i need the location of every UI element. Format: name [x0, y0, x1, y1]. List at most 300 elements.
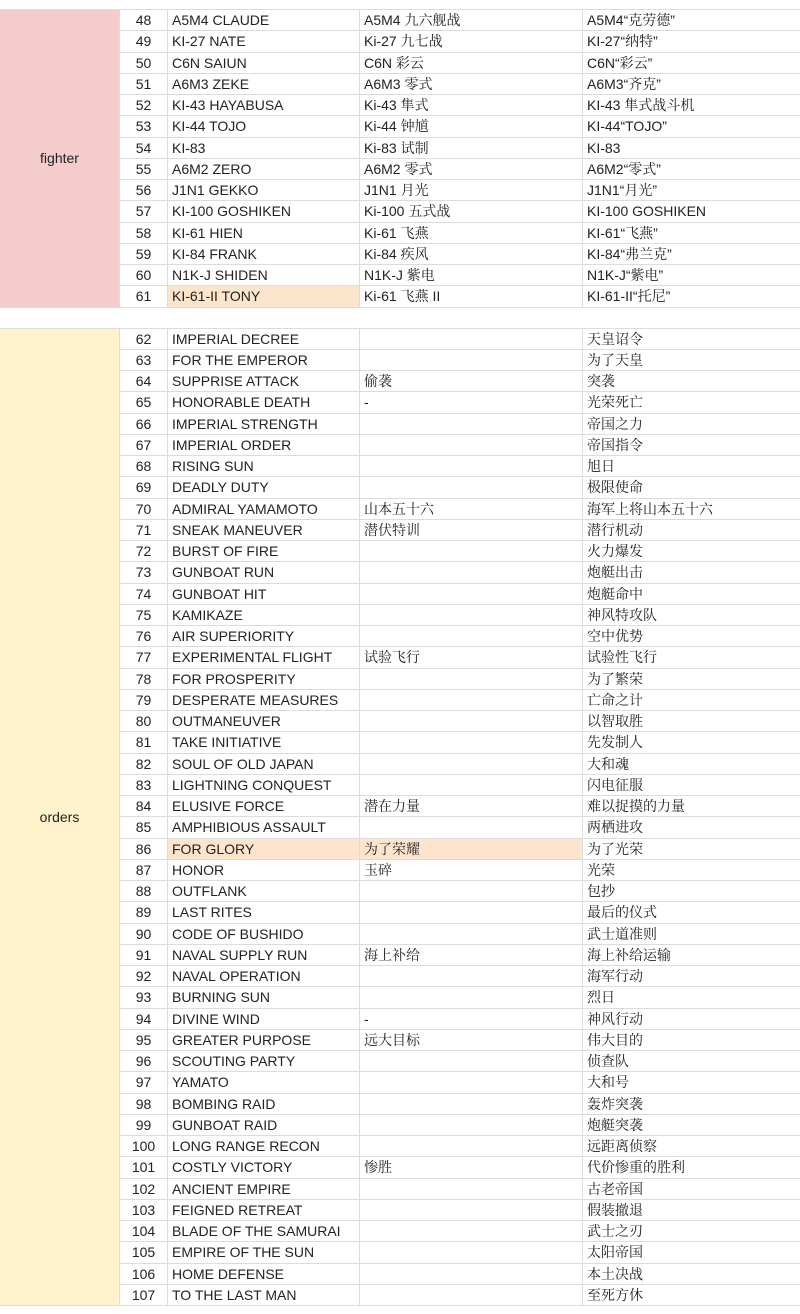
table-row	[0, 350, 800, 371]
row-number-cell[interactable]: 105	[120, 1242, 168, 1263]
chinese-name-cell[interactable]	[360, 732, 583, 753]
english-name-cell[interactable]: HONORABLE DEATH	[168, 392, 360, 413]
translation-cell[interactable]: 难以捉摸的力量	[583, 796, 800, 817]
group-cell-orders[interactable]	[0, 329, 120, 1307]
table-row	[0, 520, 800, 541]
row-number-cell[interactable]: 67	[120, 435, 168, 456]
chinese-name-cell[interactable]: -	[360, 392, 583, 413]
translation-cell[interactable]: 两栖进攻	[583, 817, 800, 838]
row-number-cell[interactable]: 72	[120, 541, 168, 562]
table-row	[0, 924, 800, 945]
translation-cell[interactable]: KI-27“纳特”	[583, 31, 800, 52]
english-name-cell[interactable]: KAMIKAZE	[168, 605, 360, 626]
row-number-cell[interactable]: 70	[120, 499, 168, 520]
chinese-name-cell[interactable]	[360, 541, 583, 562]
english-name-cell[interactable]: ADMIRAL YAMAMOTO	[168, 499, 360, 520]
chinese-name-cell[interactable]	[360, 1200, 583, 1221]
translation-cell[interactable]: 极限使命	[583, 477, 800, 498]
translation-cell[interactable]: 侦查队	[583, 1051, 800, 1072]
english-name-cell[interactable]: N1K-J SHIDEN	[168, 265, 360, 286]
chinese-name-cell[interactable]	[360, 669, 583, 690]
english-name-cell[interactable]: ANCIENT EMPIRE	[168, 1179, 360, 1200]
table-row	[0, 244, 800, 265]
english-name-cell[interactable]: FOR GLORY	[168, 839, 360, 860]
row-number-cell[interactable]: 60	[120, 265, 168, 286]
row-number-cell[interactable]: 61	[120, 286, 168, 307]
english-name-cell[interactable]: RISING SUN	[168, 456, 360, 477]
row-number-cell[interactable]: 75	[120, 605, 168, 626]
chinese-name-cell[interactable]: 山本五十六	[360, 499, 583, 520]
translation-cell[interactable]: 古老帝国	[583, 1179, 800, 1200]
table-row	[0, 201, 800, 222]
row-number-cell[interactable]: 52	[120, 95, 168, 116]
chinese-name-cell[interactable]: Ki-44 钟馗	[360, 116, 583, 137]
row-number-cell[interactable]: 68	[120, 456, 168, 477]
english-name-cell[interactable]: KI-27 NATE	[168, 31, 360, 52]
english-name-cell[interactable]: NAVAL OPERATION	[168, 966, 360, 987]
translation-cell[interactable]: 光荣死亡	[583, 392, 800, 413]
english-name-cell[interactable]: C6N SAIUN	[168, 53, 360, 74]
chinese-name-cell[interactable]	[360, 1179, 583, 1200]
table-row	[0, 435, 800, 456]
translation-cell[interactable]: 炮艇命中	[583, 584, 800, 605]
table-row	[0, 817, 800, 838]
translation-cell[interactable]: 大和号	[583, 1072, 800, 1093]
table-row	[0, 541, 800, 562]
english-name-cell[interactable]: KI-43 HAYABUSA	[168, 95, 360, 116]
chinese-name-cell[interactable]: Ki-43 隼式	[360, 95, 583, 116]
translation-cell[interactable]: KI-61-II“托尼”	[583, 286, 800, 307]
english-name-cell[interactable]: OUTFLANK	[168, 881, 360, 902]
table-row	[0, 605, 800, 626]
chinese-name-cell[interactable]	[360, 754, 583, 775]
table-row	[0, 265, 800, 286]
row-number-cell[interactable]: 57	[120, 201, 168, 222]
translation-cell[interactable]: 包抄	[583, 881, 800, 902]
row-number-cell[interactable]: 51	[120, 74, 168, 95]
row-number-cell[interactable]: 73	[120, 562, 168, 583]
table-row	[0, 987, 800, 1008]
english-name-cell[interactable]: BURST OF FIRE	[168, 541, 360, 562]
english-name-cell[interactable]: KI-44 TOJO	[168, 116, 360, 137]
english-name-cell[interactable]: GUNBOAT HIT	[168, 584, 360, 605]
table-row	[0, 223, 800, 244]
row-number-cell[interactable]: 85	[120, 817, 168, 838]
translation-cell[interactable]: KI-83	[583, 138, 800, 159]
chinese-name-cell[interactable]	[360, 1264, 583, 1285]
translation-cell[interactable]: 大和魂	[583, 754, 800, 775]
english-name-cell[interactable]: COSTLY VICTORY	[168, 1157, 360, 1178]
chinese-name-cell[interactable]: A6M3 零式	[360, 74, 583, 95]
row-number-cell[interactable]: 91	[120, 945, 168, 966]
translation-cell[interactable]: 武士之刃	[583, 1221, 800, 1242]
english-name-cell[interactable]: NAVAL SUPPLY RUN	[168, 945, 360, 966]
english-name-cell[interactable]: DESPERATE MEASURES	[168, 690, 360, 711]
translation-cell[interactable]: 为了繁荣	[583, 669, 800, 690]
table-row	[0, 116, 800, 137]
english-name-cell[interactable]: AIR SUPERIORITY	[168, 626, 360, 647]
row-number-cell[interactable]: 97	[120, 1072, 168, 1093]
chinese-name-cell[interactable]	[360, 1115, 583, 1136]
english-name-cell[interactable]: ELUSIVE FORCE	[168, 796, 360, 817]
translation-cell[interactable]: 至死方休	[583, 1285, 800, 1306]
row-number-cell[interactable]: 107	[120, 1285, 168, 1306]
translation-cell[interactable]: 以智取胜	[583, 711, 800, 732]
group-cell-fighter[interactable]	[0, 10, 120, 308]
row-number-cell[interactable]: 96	[120, 1051, 168, 1072]
chinese-name-cell[interactable]	[360, 902, 583, 923]
translation-cell[interactable]: 海军上将山本五十六	[583, 499, 800, 520]
chinese-name-cell[interactable]	[360, 690, 583, 711]
row-number-cell[interactable]: 59	[120, 244, 168, 265]
english-name-cell[interactable]: FOR THE EMPEROR	[168, 350, 360, 371]
english-name-cell[interactable]: IMPERIAL STRENGTH	[168, 414, 360, 435]
translation-cell[interactable]: 帝国之力	[583, 414, 800, 435]
chinese-name-cell[interactable]	[360, 562, 583, 583]
table-row	[0, 881, 800, 902]
chinese-name-cell[interactable]	[360, 775, 583, 796]
table-row	[0, 1051, 800, 1072]
table-row	[0, 1179, 800, 1200]
empty-row[interactable]	[0, 308, 800, 329]
english-name-cell[interactable]: GREATER PURPOSE	[168, 1030, 360, 1051]
english-name-cell[interactable]: KI-61-II TONY	[168, 286, 360, 307]
row-number-cell[interactable]: 56	[120, 180, 168, 201]
english-name-cell[interactable]: LONG RANGE RECON	[168, 1136, 360, 1157]
chinese-name-cell[interactable]	[360, 350, 583, 371]
english-name-cell[interactable]: IMPERIAL DECREE	[168, 329, 360, 350]
english-name-cell[interactable]: A6M2 ZERO	[168, 159, 360, 180]
translation-cell[interactable]: 旭日	[583, 456, 800, 477]
chinese-name-cell[interactable]: 远大目标	[360, 1030, 583, 1051]
chinese-name-cell[interactable]: Ki-100 五式战	[360, 201, 583, 222]
row-number-cell[interactable]: 79	[120, 690, 168, 711]
translation-cell[interactable]: A6M2“零式”	[583, 159, 800, 180]
translation-cell[interactable]: 代价惨重的胜利	[583, 1157, 800, 1178]
row-number-cell[interactable]: 86	[120, 839, 168, 860]
english-name-cell[interactable]: LAST RITES	[168, 902, 360, 923]
table-row	[0, 732, 800, 753]
translation-cell[interactable]: 突袭	[583, 371, 800, 392]
english-name-cell[interactable]: A5M4 CLAUDE	[168, 10, 360, 31]
english-name-cell[interactable]: DEADLY DUTY	[168, 477, 360, 498]
translation-cell[interactable]: KI-84“弗兰克”	[583, 244, 800, 265]
table-row	[0, 1285, 800, 1306]
table-row	[0, 945, 800, 966]
table-row	[0, 1072, 800, 1093]
chinese-name-cell[interactable]	[360, 626, 583, 647]
row-number-cell[interactable]: 66	[120, 414, 168, 435]
row-number-cell[interactable]: 81	[120, 732, 168, 753]
english-name-cell[interactable]: J1N1 GEKKO	[168, 180, 360, 201]
row-number-cell[interactable]: 49	[120, 31, 168, 52]
translation-cell[interactable]: 本土决战	[583, 1264, 800, 1285]
translation-cell[interactable]: 炮艇突袭	[583, 1115, 800, 1136]
english-name-cell[interactable]: EMPIRE OF THE SUN	[168, 1242, 360, 1263]
row-number-cell[interactable]: 76	[120, 626, 168, 647]
english-name-cell[interactable]: SNEAK MANEUVER	[168, 520, 360, 541]
chinese-name-cell[interactable]: 偷袭	[360, 371, 583, 392]
translation-cell[interactable]: 亡命之计	[583, 690, 800, 711]
row-number-cell[interactable]: 99	[120, 1115, 168, 1136]
table-row	[0, 31, 800, 52]
chinese-name-cell[interactable]	[360, 477, 583, 498]
row-number-cell[interactable]: 64	[120, 371, 168, 392]
translation-cell[interactable]: 光荣	[583, 860, 800, 881]
english-name-cell[interactable]: GUNBOAT RAID	[168, 1115, 360, 1136]
translation-cell[interactable]: A6M3“齐克”	[583, 74, 800, 95]
table-row	[0, 477, 800, 498]
row-number-cell[interactable]: 101	[120, 1157, 168, 1178]
chinese-name-cell[interactable]: A6M2 零式	[360, 159, 583, 180]
chinese-name-cell[interactable]	[360, 456, 583, 477]
table-row	[0, 1242, 800, 1263]
chinese-name-cell[interactable]	[360, 435, 583, 456]
translation-cell[interactable]: 闪电征服	[583, 775, 800, 796]
table-row	[0, 839, 800, 860]
table-row	[0, 456, 800, 477]
chinese-name-cell[interactable]	[360, 987, 583, 1008]
translation-cell[interactable]: 神风特攻队	[583, 605, 800, 626]
partial-row	[0, 0, 800, 10]
row-number-cell[interactable]: 84	[120, 796, 168, 817]
chinese-name-cell[interactable]	[360, 1094, 583, 1115]
english-name-cell[interactable]: HOME DEFENSE	[168, 1264, 360, 1285]
row-number-cell[interactable]: 62	[120, 329, 168, 350]
translation-cell[interactable]: 海上补给运输	[583, 945, 800, 966]
row-number-cell[interactable]: 106	[120, 1264, 168, 1285]
translation-cell[interactable]: 假装撤退	[583, 1200, 800, 1221]
translation-cell[interactable]: 火力爆发	[583, 541, 800, 562]
english-name-cell[interactable]: TAKE INITIATIVE	[168, 732, 360, 753]
group-label: fighter	[40, 150, 79, 167]
chinese-name-cell[interactable]: 玉碎	[360, 860, 583, 881]
chinese-name-cell[interactable]: 为了荣耀	[360, 839, 583, 860]
chinese-name-cell[interactable]: J1N1 月光	[360, 180, 583, 201]
table-row	[0, 775, 800, 796]
row-number-cell[interactable]: 74	[120, 584, 168, 605]
chinese-name-cell[interactable]: 试验飞行	[360, 647, 583, 668]
chinese-name-cell[interactable]: Ki-84 疾风	[360, 244, 583, 265]
english-name-cell[interactable]: KI-83	[168, 138, 360, 159]
row-number-cell[interactable]: 103	[120, 1200, 168, 1221]
chinese-name-cell[interactable]	[360, 1242, 583, 1263]
chinese-name-cell[interactable]	[360, 1285, 583, 1306]
row-number-cell[interactable]: 98	[120, 1094, 168, 1115]
row-number-cell[interactable]: 78	[120, 669, 168, 690]
translation-cell[interactable]: 空中优势	[583, 626, 800, 647]
chinese-name-cell[interactable]: 惨胜	[360, 1157, 583, 1178]
chinese-name-cell[interactable]	[360, 1136, 583, 1157]
english-name-cell[interactable]: BOMBING RAID	[168, 1094, 360, 1115]
row-number-cell[interactable]: 88	[120, 881, 168, 902]
chinese-name-cell[interactable]	[360, 605, 583, 626]
translation-cell[interactable]: 先发制人	[583, 732, 800, 753]
chinese-name-cell[interactable]: Ki-61 飞燕	[360, 223, 583, 244]
table-row	[0, 74, 800, 95]
english-name-cell[interactable]: AMPHIBIOUS ASSAULT	[168, 817, 360, 838]
row-number-cell[interactable]: 92	[120, 966, 168, 987]
chinese-name-cell[interactable]	[360, 817, 583, 838]
table-row	[0, 10, 800, 31]
translation-cell[interactable]: KI-44“TOJO”	[583, 116, 800, 137]
row-number-cell[interactable]: 65	[120, 392, 168, 413]
english-name-cell[interactable]: FEIGNED RETREAT	[168, 1200, 360, 1221]
row-number-cell[interactable]: 89	[120, 902, 168, 923]
table-row	[0, 647, 800, 668]
translation-cell[interactable]: KI-100 GOSHIKEN	[583, 201, 800, 222]
table-row	[0, 1009, 800, 1030]
english-name-cell[interactable]: SUPPRISE ATTACK	[168, 371, 360, 392]
english-name-cell[interactable]: YAMATO	[168, 1072, 360, 1093]
english-name-cell[interactable]: BURNING SUN	[168, 987, 360, 1008]
chinese-name-cell[interactable]: C6N 彩云	[360, 53, 583, 74]
english-name-cell[interactable]: OUTMANEUVER	[168, 711, 360, 732]
row-number-cell[interactable]: 102	[120, 1179, 168, 1200]
chinese-name-cell[interactable]	[360, 1072, 583, 1093]
translation-cell[interactable]: 烈日	[583, 987, 800, 1008]
chinese-name-cell[interactable]	[360, 1051, 583, 1072]
table-row	[0, 392, 800, 413]
translation-cell[interactable]: 试验性飞行	[583, 647, 800, 668]
translation-cell[interactable]: 潜行机动	[583, 520, 800, 541]
translation-cell[interactable]: J1N1“月光”	[583, 180, 800, 201]
table-row	[0, 371, 800, 392]
english-name-cell[interactable]: KI-100 GOSHIKEN	[168, 201, 360, 222]
english-name-cell[interactable]: LIGHTNING CONQUEST	[168, 775, 360, 796]
table-row	[0, 329, 800, 350]
translation-cell[interactable]: 炮艇出击	[583, 562, 800, 583]
row-number-cell[interactable]: 80	[120, 711, 168, 732]
chinese-name-cell[interactable]	[360, 584, 583, 605]
table-row	[0, 53, 800, 74]
row-number-cell[interactable]: 104	[120, 1221, 168, 1242]
row-number-cell[interactable]: 94	[120, 1009, 168, 1030]
table-row	[0, 180, 800, 201]
row-number-cell[interactable]: 100	[120, 1136, 168, 1157]
chinese-name-cell[interactable]: Ki-61 飞燕 II	[360, 286, 583, 307]
english-name-cell[interactable]: BLADE OF THE SAMURAI	[168, 1221, 360, 1242]
translation-cell[interactable]: 为了天皇	[583, 350, 800, 371]
row-number-cell[interactable]: 63	[120, 350, 168, 371]
table-row	[0, 138, 800, 159]
table-row	[0, 669, 800, 690]
translation-cell[interactable]: 神风行动	[583, 1009, 800, 1030]
row-number-cell[interactable]: 53	[120, 116, 168, 137]
table-row	[0, 159, 800, 180]
translation-cell[interactable]: N1K-J“紫电”	[583, 265, 800, 286]
translation-cell[interactable]: 帝国指令	[583, 435, 800, 456]
row-number-cell[interactable]: 48	[120, 10, 168, 31]
row-number-cell[interactable]: 82	[120, 754, 168, 775]
english-name-cell[interactable]: GUNBOAT RUN	[168, 562, 360, 583]
table-row	[0, 966, 800, 987]
chinese-name-cell[interactable]	[360, 414, 583, 435]
row-number-cell[interactable]: 87	[120, 860, 168, 881]
english-name-cell[interactable]: IMPERIAL ORDER	[168, 435, 360, 456]
table-row	[0, 562, 800, 583]
translation-cell[interactable]: 天皇诏令	[583, 329, 800, 350]
chinese-name-cell[interactable]: 潜在力量	[360, 796, 583, 817]
translation-cell[interactable]: 太阳帝国	[583, 1242, 800, 1263]
translation-cell[interactable]: 最后的仪式	[583, 902, 800, 923]
english-name-cell[interactable]: SOUL OF OLD JAPAN	[168, 754, 360, 775]
english-name-cell[interactable]: TO THE LAST MAN	[168, 1285, 360, 1306]
row-number-cell[interactable]: 54	[120, 138, 168, 159]
chinese-name-cell[interactable]	[360, 924, 583, 945]
english-name-cell[interactable]: KI-61 HIEN	[168, 223, 360, 244]
translation-cell[interactable]: C6N“彩云”	[583, 53, 800, 74]
table-row	[0, 584, 800, 605]
row-number-cell[interactable]: 58	[120, 223, 168, 244]
row-number-cell[interactable]: 77	[120, 647, 168, 668]
translation-cell[interactable]: 伟大目的	[583, 1030, 800, 1051]
row-number-cell[interactable]: 83	[120, 775, 168, 796]
english-name-cell[interactable]: HONOR	[168, 860, 360, 881]
table-row	[0, 499, 800, 520]
table-row	[0, 690, 800, 711]
chinese-name-cell[interactable]: 海上补给	[360, 945, 583, 966]
translation-cell[interactable]: 海军行动	[583, 966, 800, 987]
chinese-name-cell[interactable]: -	[360, 1009, 583, 1030]
english-name-cell[interactable]: SCOUTING PARTY	[168, 1051, 360, 1072]
english-name-cell[interactable]: A6M3 ZEKE	[168, 74, 360, 95]
table-row	[0, 1115, 800, 1136]
translation-cell[interactable]: KI-43 隼式战斗机	[583, 95, 800, 116]
chinese-name-cell[interactable]: Ki-27 九七战	[360, 31, 583, 52]
table-row	[0, 711, 800, 732]
row-number-cell[interactable]: 95	[120, 1030, 168, 1051]
translation-cell[interactable]: 远距离侦察	[583, 1136, 800, 1157]
table-row	[0, 626, 800, 647]
translation-cell[interactable]: KI-61“飞燕”	[583, 223, 800, 244]
row-number-cell[interactable]: 71	[120, 520, 168, 541]
chinese-name-cell[interactable]: 潜伏特训	[360, 520, 583, 541]
row-number-cell[interactable]: 55	[120, 159, 168, 180]
row-number-cell[interactable]: 50	[120, 53, 168, 74]
translation-cell[interactable]: 武士道准则	[583, 924, 800, 945]
table-row	[0, 95, 800, 116]
chinese-name-cell[interactable]	[360, 329, 583, 350]
table-row	[0, 754, 800, 775]
translation-cell[interactable]: A5M4“克劳德”	[583, 10, 800, 31]
english-name-cell[interactable]: CODE OF BUSHIDO	[168, 924, 360, 945]
chinese-name-cell[interactable]: Ki-83 试制	[360, 138, 583, 159]
chinese-name-cell[interactable]	[360, 1221, 583, 1242]
chinese-name-cell[interactable]: A5M4 九六舰战	[360, 10, 583, 31]
row-number-cell[interactable]: 90	[120, 924, 168, 945]
translation-cell[interactable]: 轰炸突袭	[583, 1094, 800, 1115]
table-row	[0, 286, 800, 307]
chinese-name-cell[interactable]	[360, 881, 583, 902]
table-row	[0, 796, 800, 817]
table-row	[0, 1157, 800, 1178]
group-label: orders	[39, 808, 80, 825]
chinese-name-cell[interactable]	[360, 966, 583, 987]
table-row	[0, 1200, 800, 1221]
chinese-name-cell[interactable]	[360, 711, 583, 732]
english-name-cell[interactable]: DIVINE WIND	[168, 1009, 360, 1030]
translation-cell[interactable]: 为了光荣	[583, 839, 800, 860]
chinese-name-cell[interactable]: N1K-J 紫电	[360, 265, 583, 286]
english-name-cell[interactable]: KI-84 FRANK	[168, 244, 360, 265]
table-row	[0, 1221, 800, 1242]
row-number-cell[interactable]: 69	[120, 477, 168, 498]
row-number-cell[interactable]: 93	[120, 987, 168, 1008]
english-name-cell[interactable]: EXPERIMENTAL FLIGHT	[168, 647, 360, 668]
table-row	[0, 1030, 800, 1051]
english-name-cell[interactable]: FOR PROSPERITY	[168, 669, 360, 690]
